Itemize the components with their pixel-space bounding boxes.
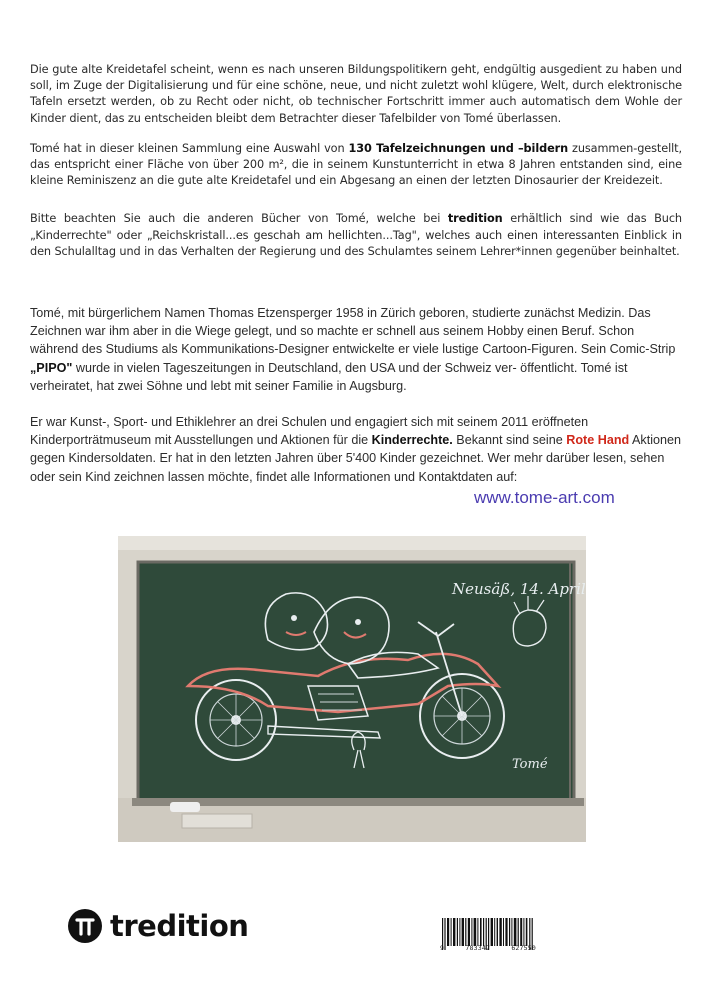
- bio-highlight-rote-hand: Rote Hand: [566, 433, 630, 448]
- blurb-paragraph-3: Bitte beachten Sie auch die anderen Bücher von Tomé, welche bei tredition erhältlich sind wie das Buch „Kinderrechte" oder „Reichskristall...es geschah am hellichten...Tag", welches auch einen interessanten Einblick in den Schulalltag und in das Verhalten der Regierung und des Schulamtes seinem Lehrer*innen gegenüber beinhaltet.: [30, 212, 682, 258]
- bio-highlight-pipo: „PIPO": [30, 360, 73, 375]
- board-signature: Tomé: [512, 757, 548, 772]
- author-bio: [30, 304, 685, 486]
- website-link[interactable]: www.tome-art.com: [474, 488, 615, 507]
- bio-paragraph-1: Tomé, mit bürgerlichem Namen Thomas Etzensperger 1958 in Zürich geboren, studierte zunächst Medizin. Das Zeichnen war ihm aber in die Wiege gelegt, und so machte er schnell aus seinem Hobby einen Beruf. Schon während des Studiums als Kommunikations-Designer entwickelte er viele lustige Cartoon-Figuren. Sein Comic-Strip „PIPO" wurde in vielen Tageszeitungen in Deutschland, den USA und der Schweiz ver- öffentlicht. Tomé ist verheiratet, hat zwei Söhne und lebt mit seiner Familie in Augsburg.: [30, 306, 676, 393]
- isbn-digits: 9 783347 627550: [440, 944, 536, 952]
- bio-paragraph-2: Er war Kunst-, Sport- und Ethiklehrer an drei Schulen und engagiert sich mit seinem 2011 eröffneten Kinderporträtmuseum mit Ausstellungen und Aktionen für die Kinderrechte. Bekannt sind seine Rote Hand Aktionen gegen Kindersoldaten. Er hat in den letzten Jahren über 5'400 Kinder gezeichnet. Wer mehr darüber lesen, sehen oder sein Kind zeichnen lassen möchte, findet alle Informationen und Kontaktdaten auf:: [30, 415, 682, 484]
- publisher-name: tredition: [110, 909, 249, 943]
- bio-highlight-kinderrechte: Kinderrechte.: [371, 433, 453, 448]
- tredition-logo-icon: [68, 909, 102, 943]
- blurb-block: [30, 62, 682, 260]
- chalkboard-photo: [118, 536, 586, 842]
- blurb-paragraph-1: Die gute alte Kreidetafel scheint, wenn es nach unseren Bildungspolitikern geht, endgültig ausgedient zu haben und soll, im Zuge der Digitalisierung und für eine schöne, neue, und nicht zuletzt wohl klügere, Welt, durch elektronische Tafeln ersetzt werden, ob zu Recht oder nicht, ob technischer Fortschritt immer auch automatisch dem Wohle der Kinder dient, das zu entscheiden bleibt dem Betrachter dieser Tafelbilder von Tomé überlassen.: [30, 63, 682, 125]
- chalkboard-illustration: [118, 536, 586, 842]
- blurb-paragraph-2: Tomé hat in dieser kleinen Sammlung eine Auswahl von 130 Tafelzeichnungen und –bildern zusammen-gestellt, das entspricht einer Fläche von über 200 m², die in seinem Kunstunterricht in etwa 8 Jahren entstanden sind, eine kleine Reminiszenz an die gute alte Kreidetafel und ein Abgesang an einen der letzten Dinosaurier der Kreidezeit.: [30, 141, 682, 188]
- blurb-highlight-count: 130 Tafelzeichnungen und –bildern: [348, 141, 569, 155]
- publisher-logo: [68, 906, 248, 946]
- blurb-highlight-publisher: tredition: [447, 212, 503, 226]
- board-caption: Neusäß, 14. April: [452, 580, 586, 598]
